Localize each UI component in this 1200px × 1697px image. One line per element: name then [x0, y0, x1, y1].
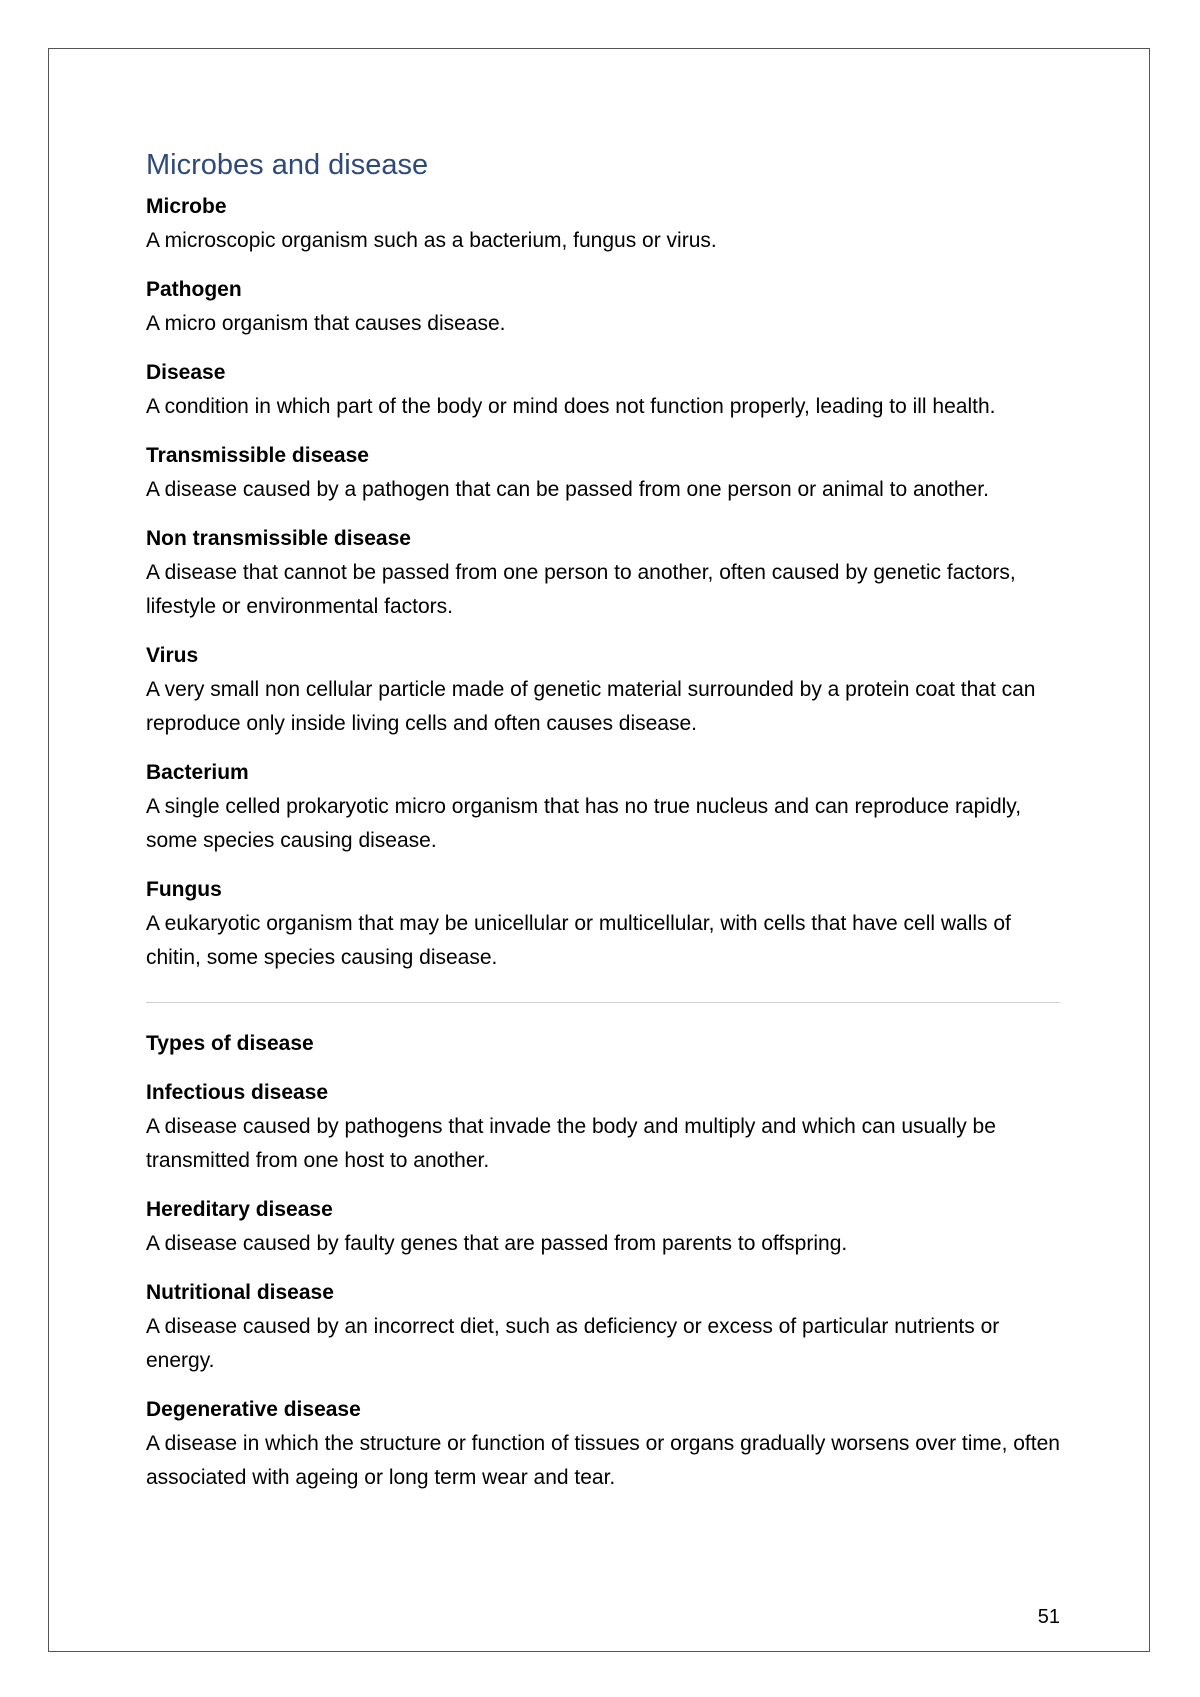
term-definition: A micro organism that causes disease.	[146, 312, 506, 335]
term-name: Fungus	[146, 878, 222, 901]
term-definition: A disease caused by a pathogen that can be passed from one person or animal to another.	[146, 478, 989, 501]
glossary-item-fungus	[146, 873, 1066, 975]
glossary-item-pathogen	[146, 273, 1066, 341]
glossary-item-virus	[146, 639, 1066, 741]
glossary-item-nutritional-disease	[146, 1276, 1066, 1378]
term-name: Microbe	[146, 195, 227, 218]
term-definition: A single celled prokaryotic micro organism that has no true nucleus and can reproduce rapidly, some species causing disease.	[146, 795, 1022, 852]
types-list	[146, 1076, 1066, 1495]
term-name: Transmissible disease	[146, 444, 369, 467]
term-definition: A disease caused by pathogens that invade the body and multiply and which can usually be transmitted from one host to another.	[146, 1115, 996, 1172]
term-name: Hereditary disease	[146, 1198, 333, 1221]
term-name: Infectious disease	[146, 1081, 329, 1104]
term-name: Bacterium	[146, 761, 249, 784]
types-heading: Types of disease	[146, 1032, 314, 1055]
glossary-item-hereditary-disease	[146, 1193, 1066, 1261]
glossary-item-disease	[146, 356, 1066, 424]
page-number: 51	[1037, 1606, 1060, 1628]
page-title: Microbes and disease	[146, 149, 429, 181]
section-divider	[146, 1002, 1060, 1003]
term-name: Non transmissible disease	[146, 527, 411, 550]
term-name: Nutritional disease	[146, 1281, 334, 1304]
term-name: Disease	[146, 361, 226, 384]
glossary-list	[146, 190, 1066, 975]
term-definition: A condition in which part of the body or mind does not function properly, leading to ill health.	[146, 395, 996, 418]
term-definition: A disease caused by an incorrect diet, such as deficiency or excess of particular nutrients or energy.	[146, 1315, 1000, 1372]
term-name: Degenerative disease	[146, 1398, 361, 1421]
term-definition: A disease in which the structure or function of tissues or organs gradually worsens over time, often associated with ageing or long term wear and tear.	[146, 1432, 1060, 1489]
glossary-item-infectious-disease	[146, 1076, 1066, 1178]
glossary-item-non-transmissible-disease	[146, 522, 1066, 624]
term-name: Virus	[146, 644, 199, 667]
term-definition: A microscopic organism such as a bacterium, fungus or virus.	[146, 229, 717, 252]
glossary-item-bacterium	[146, 756, 1066, 858]
term-name: Pathogen	[146, 278, 242, 301]
term-definition: A disease caused by faulty genes that are passed from parents to offspring.	[146, 1232, 848, 1255]
term-definition: A eukaryotic organism that may be unicellular or multicellular, with cells that have cell walls of chitin, some species causing disease.	[146, 912, 1011, 969]
glossary-item-transmissible-disease	[146, 439, 1066, 507]
page-content	[146, 146, 1066, 1510]
glossary-item-microbe	[146, 190, 1066, 258]
term-definition: A disease that cannot be passed from one person to another, often caused by genetic factors, lifestyle or environmental factors.	[146, 561, 1016, 618]
term-definition: A very small non cellular particle made of genetic material surrounded by a protein coat that can reproduce only inside living cells and often causes disease.	[146, 678, 1036, 735]
glossary-item-degenerative-disease	[146, 1393, 1066, 1495]
